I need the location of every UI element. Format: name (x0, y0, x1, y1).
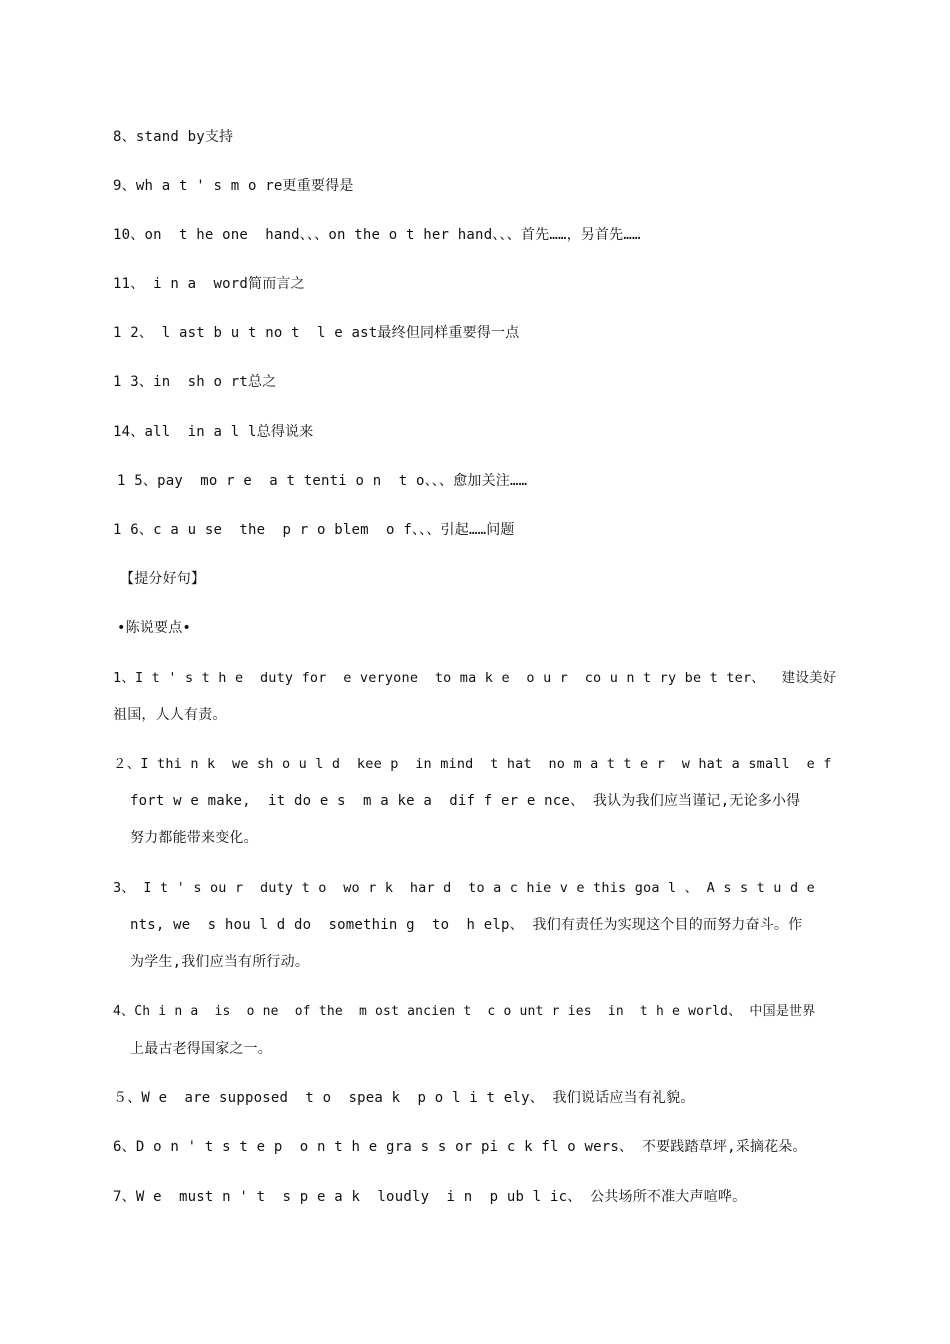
sentence-line: 上最古老得国家之一。 (130, 1041, 272, 1057)
section-subheading: •陈说要点• (117, 620, 192, 636)
phrase-item: 14、all in a l l总得说来 (113, 424, 314, 440)
sentence-line: fort w e make, it do e s m a ke a dif f er e nce、 我认为我们应当谨记,无论多小得 (130, 793, 801, 809)
sentence-line: 为学生,我们应当有所行动。 (130, 954, 310, 970)
sentence-line: 4、Ch i n a is o ne of the m ost ancien t c o unt r ies in t h e world、 中国是世界 (113, 1004, 816, 1019)
sentence-line: 祖国，人人有责。 (113, 707, 227, 723)
phrase-item: 11、 i n a word简而言之 (113, 276, 305, 292)
phrase-item: 9、wh a t ' s m o re更重要得是 (113, 178, 354, 194)
sentence-line: nts, we s hou l d do somethin g to h elp、 我们有责任为实现这个目的而努力奋斗。作 (130, 917, 803, 933)
sentence-line: 努力都能带来变化。 (130, 830, 258, 846)
sentence-line: 7、W e must n ' t s p e a k loudly i n p ub l ic、 公共场所不准大声喧哗。 (113, 1189, 747, 1205)
sentence-line: ２、I thi n k we sh o u l d kee p in mind t hat no m a t t e r w hat a small e f (113, 756, 832, 772)
phrase-item: 8、stand by支持 (113, 129, 234, 145)
sentence-line: 3、 I t ' s ou r duty t o wo r k har d to a c hie v e this goa l 、 A s s t u d e (113, 880, 815, 896)
sentence-line: ５、W e are supposed t o spea k p o l i t ely、 我们说话应当有礼貌。 (113, 1090, 695, 1106)
phrase-item: 1 2、 l ast b u t no t l e ast最终但同样重要得一点 (113, 325, 520, 341)
phrase-item: 1 3、in sh o rt总之 (113, 374, 277, 390)
sentence-line: 1、I t ' s t h e duty for e veryone to ma k e o u r co u n t ry be t ter、 建设美好 (113, 670, 837, 686)
phrase-item: 1 5、pay mo r e a t tenti o n t o、、、愈加关注…… (117, 473, 528, 489)
phrase-item: 1 6、c a u se the p r o blem o f、、、引起……问题 (113, 522, 515, 538)
sentence-line: 6、D o n ' t s t e p o n t h e gra s s or pi c k fl o wers、 不要践踏草坪,采摘花朵。 (113, 1139, 807, 1155)
phrase-item: 10、on t he one hand、、、on the o t her hand、、、首先……，另首先…… (113, 227, 641, 243)
section-heading: 【提分好句】 (120, 571, 206, 587)
